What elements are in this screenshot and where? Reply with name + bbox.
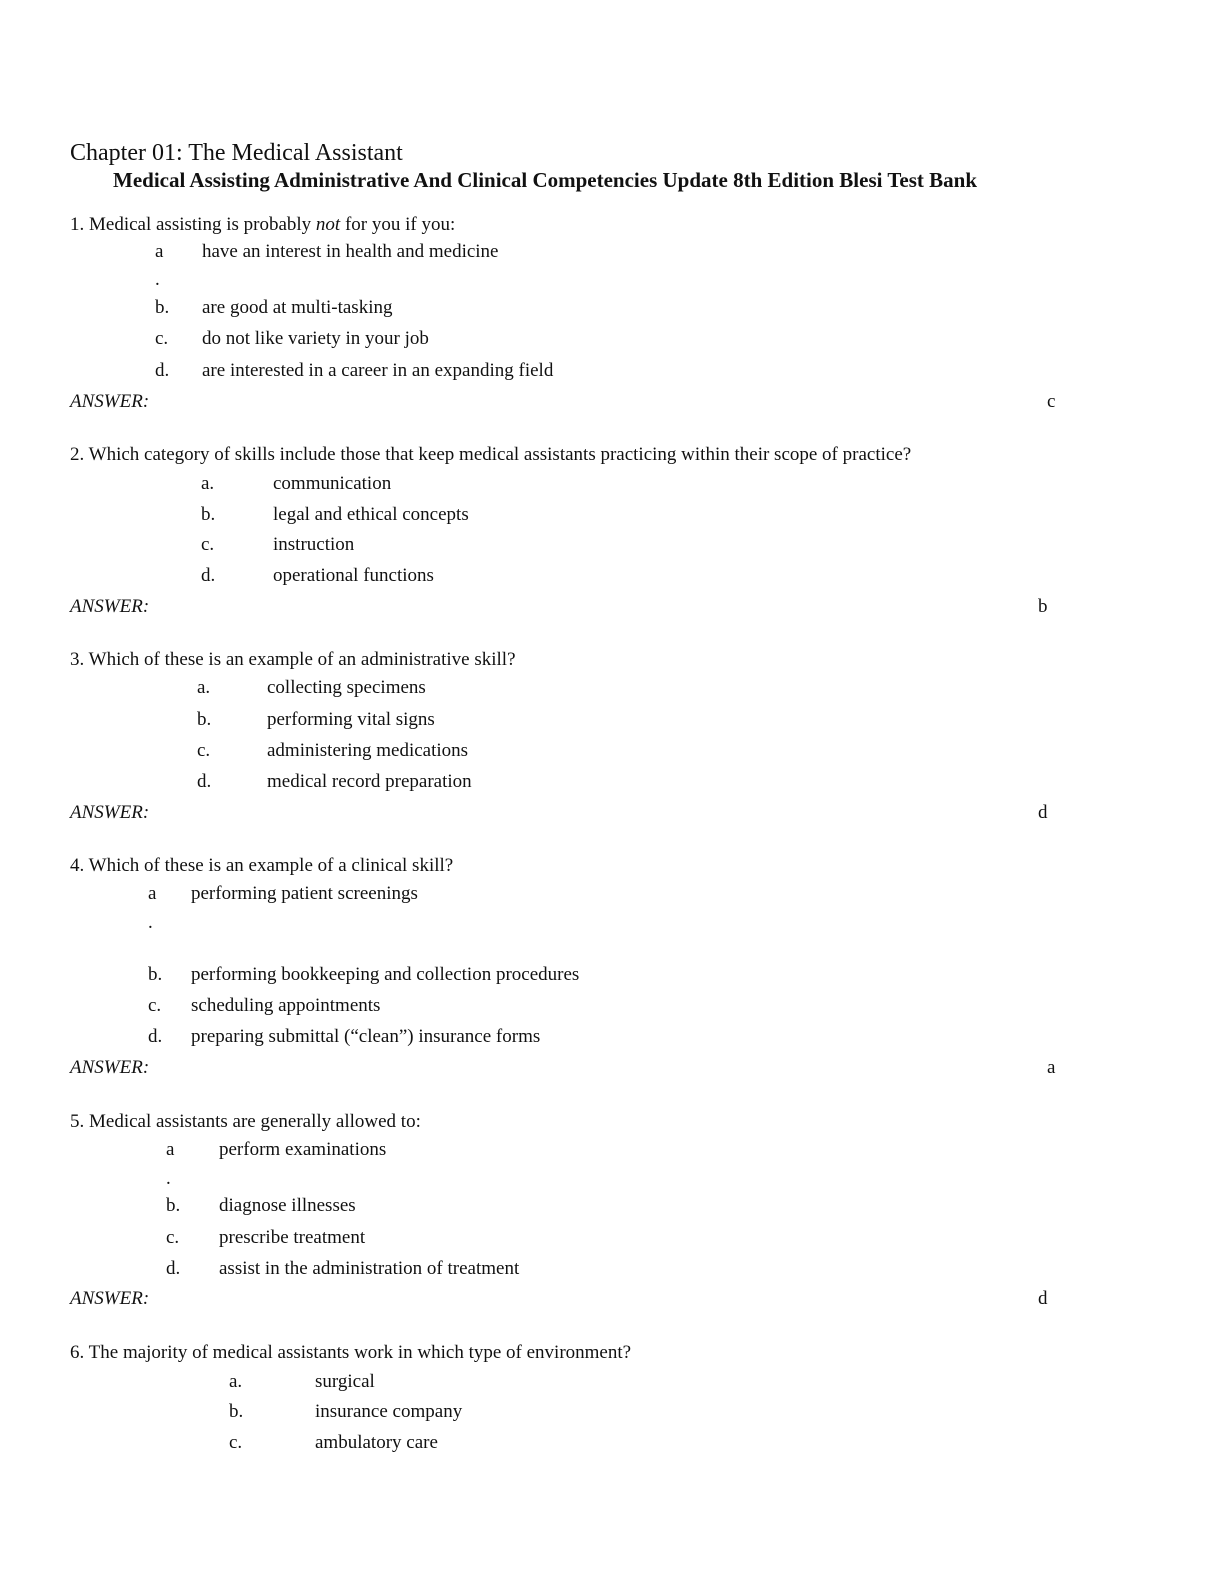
option-letter: d. bbox=[201, 565, 216, 586]
option-letter: c. bbox=[229, 1432, 243, 1453]
question-prefix: 6. The majority of medical assistants work in which type of environment? bbox=[70, 1342, 632, 1363]
option-letter: b. bbox=[166, 1195, 181, 1216]
option-letter: a bbox=[166, 1139, 175, 1160]
option-letter: a bbox=[155, 241, 164, 262]
option-letter: c. bbox=[197, 740, 211, 761]
question-emphasis: not bbox=[315, 214, 341, 235]
answer-value: d bbox=[1038, 1288, 1048, 1309]
answer-label: ANSWER: bbox=[70, 391, 150, 412]
option-text: performing bookkeeping and collection procedures bbox=[191, 964, 580, 985]
answer-value: d bbox=[1038, 802, 1048, 823]
question-text bbox=[70, 1112, 421, 1131]
option-letter-period: . bbox=[148, 912, 153, 933]
option-text: perform examinations bbox=[219, 1139, 387, 1160]
question-text bbox=[70, 650, 516, 669]
option-letter: a. bbox=[197, 677, 211, 698]
option-letter: a. bbox=[229, 1371, 243, 1392]
option-text: medical record preparation bbox=[267, 771, 472, 792]
option-text: communication bbox=[273, 473, 392, 494]
question-prefix: 4. Which of these is an example of a clinical skill? bbox=[70, 855, 454, 876]
question-prefix: 3. Which of these is an example of an administrative skill? bbox=[70, 649, 516, 670]
option-text: preparing submittal (“clean”) insurance forms bbox=[191, 1026, 541, 1047]
question-suffix: for you if you: bbox=[340, 214, 456, 235]
option-text: performing vital signs bbox=[267, 709, 435, 730]
option-text: assist in the administration of treatment bbox=[219, 1258, 520, 1279]
option-letter: b. bbox=[148, 964, 163, 985]
answer-label: ANSWER: bbox=[70, 1288, 150, 1309]
option-letter: d. bbox=[148, 1026, 163, 1047]
answer-label: ANSWER: bbox=[70, 596, 150, 617]
option-text: performing patient screenings bbox=[191, 883, 418, 904]
question-prefix: 2. Which category of skills include those that keep medical assistants practicing within their scope of practice? bbox=[70, 444, 912, 465]
option-letter: a bbox=[148, 883, 157, 904]
option-letter: c. bbox=[201, 534, 215, 555]
option-letter: d. bbox=[197, 771, 212, 792]
option-letter: a. bbox=[201, 473, 215, 494]
option-letter: c. bbox=[166, 1227, 180, 1248]
answer-label: ANSWER: bbox=[70, 802, 150, 823]
answer-value: b bbox=[1038, 596, 1048, 617]
option-letter: b. bbox=[197, 709, 212, 730]
option-text: legal and ethical concepts bbox=[273, 504, 469, 525]
option-letter: d. bbox=[155, 360, 170, 381]
option-text: are good at multi-tasking bbox=[202, 297, 393, 318]
option-letter: c. bbox=[155, 328, 169, 349]
question-text bbox=[70, 1343, 631, 1362]
option-letter: d. bbox=[166, 1258, 181, 1279]
option-letter: b. bbox=[229, 1401, 244, 1422]
question-prefix: 1. Medical assisting is probably bbox=[70, 214, 316, 235]
option-letter: b. bbox=[155, 297, 170, 318]
chapter-title: Chapter 01: The Medical Assistant bbox=[70, 140, 403, 166]
option-letter-period: . bbox=[155, 269, 160, 290]
option-text: have an interest in health and medicine bbox=[202, 241, 499, 262]
option-letter: c. bbox=[148, 995, 162, 1016]
option-text: are interested in a career in an expanding field bbox=[202, 360, 554, 381]
option-text: prescribe treatment bbox=[219, 1227, 366, 1248]
option-text: insurance company bbox=[315, 1401, 463, 1422]
option-text: diagnose illnesses bbox=[219, 1195, 356, 1216]
option-letter: b. bbox=[201, 504, 216, 525]
option-letter-period: . bbox=[166, 1168, 171, 1189]
answer-value: c bbox=[1047, 391, 1056, 412]
option-text: surgical bbox=[315, 1371, 375, 1392]
question-text bbox=[70, 856, 453, 875]
option-text: ambulatory care bbox=[315, 1432, 438, 1453]
answer-label: ANSWER: bbox=[70, 1057, 150, 1078]
option-text: operational functions bbox=[273, 565, 434, 586]
question-text bbox=[70, 215, 455, 234]
question-text bbox=[70, 445, 911, 464]
option-text: scheduling appointments bbox=[191, 995, 381, 1016]
option-text: administering medications bbox=[267, 740, 469, 761]
document-subtitle: Medical Assisting Administrative And Clinical Competencies Update 8th Edition Blesi Test Bank bbox=[113, 168, 978, 192]
option-text: do not like variety in your job bbox=[202, 328, 429, 349]
option-text: collecting specimens bbox=[267, 677, 426, 698]
answer-value: a bbox=[1047, 1057, 1056, 1078]
option-text: instruction bbox=[273, 534, 355, 555]
question-prefix: 5. Medical assistants are generally allowed to: bbox=[70, 1111, 421, 1132]
